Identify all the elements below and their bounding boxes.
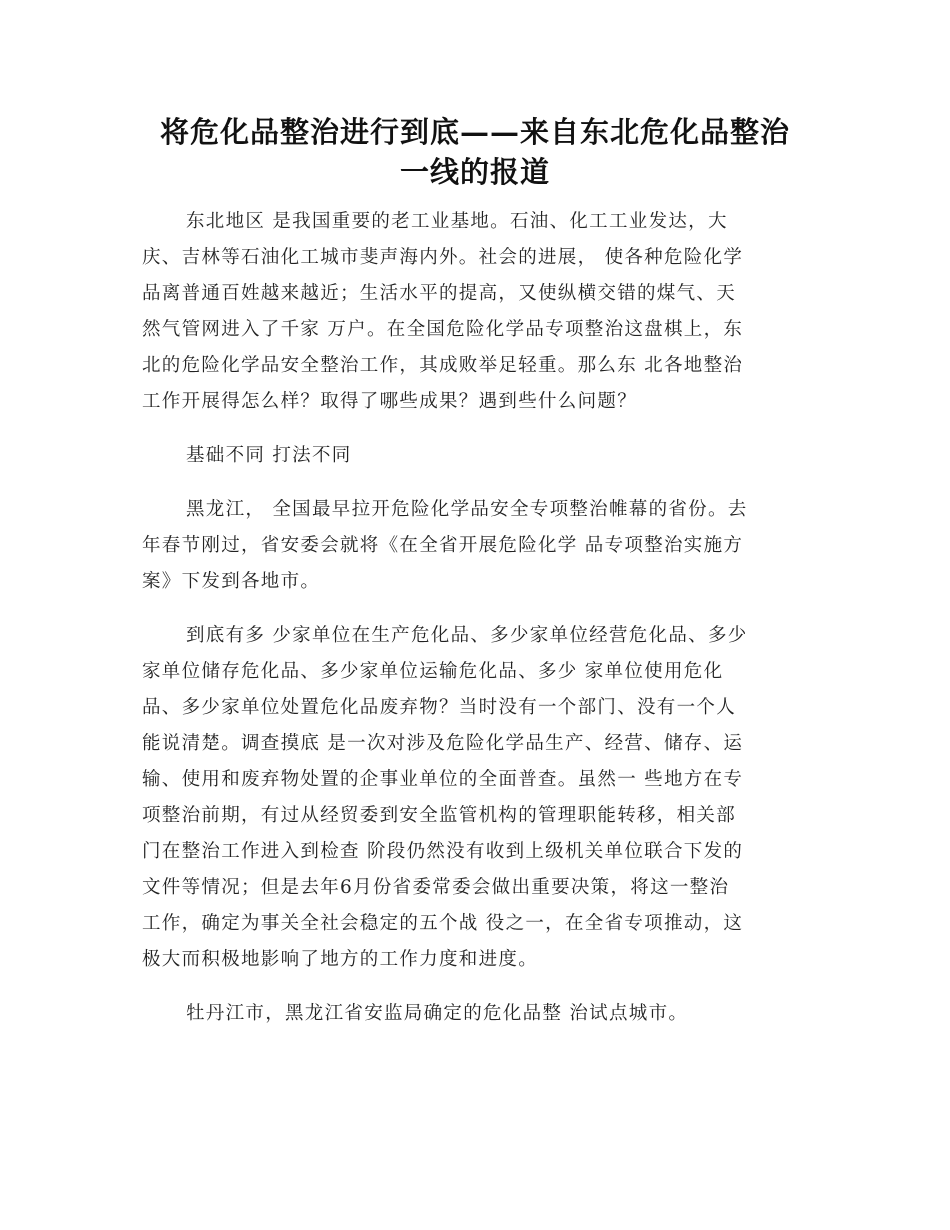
text-line: 然气管网进入了千家 万户。在全国危险化学品专项整治这盘棋上，东 [142,319,744,340]
text-line: 黑龙江， 全国最早拉开危险化学品安全专项整治帷幕的省份。去 [186,499,748,520]
title-line: 将危化品整治进行到底——来自东北危化品整治 [159,115,790,149]
text-line: 品、多少家单位处置危化品废弃物？当时没有一个部门、没有一个人 [142,697,737,718]
document-title [140,112,810,192]
text-line: 到底有多 少家单位在生产危化品、多少家单位经营危化品、多少 [186,625,748,646]
text-line: 工作，确定为事关全社会稳定的五个战 役之一，在全省专项推动，这 [142,913,744,934]
text-line: 东北地区 是我国重要的老工业基地。石油、化工工业发达，大 [186,211,728,232]
paragraph-survey [142,618,806,978]
paragraph-mudanjiang [142,996,806,1032]
section-heading [142,438,806,474]
title-line: 一线的报道 [399,155,550,189]
text-line: 庆、吉林等石油化工城市斐声海内外。社会的进展， 使各种危险化学 [142,247,744,268]
text-line: 输、使用和废弃物处置的企事业单位的全面普查。虽然一 些地方在专 [142,769,744,790]
text-line: 基础不同 打法不同 [186,445,352,466]
text-line: 极大而积极地影响了地方的工作力度和进度。 [142,949,539,970]
text-line: 家单位储存危化品、多少家单位运输危化品、多少 家单位使用危化 [142,661,724,682]
text-line: 北的危险化学品安全整治工作，其成败举足轻重。那么东 北各地整治 [142,355,744,376]
paragraph-heilongjiang [142,492,806,600]
text-line: 门在整治工作进入到检查 阶段仍然没有收到上级机关单位联合下发的 [142,841,744,862]
text-line: 能说清楚。调查摸底 是一次对涉及危险化学品生产、经营、储存、运 [142,733,744,754]
text-line: 品离普通百姓越来越近；生活水平的提高，又使纵横交错的煤气、天 [142,283,737,304]
text-line: 年春节刚过，省安委会就将《在全省开展危险化学 品专项整治实施方 [142,535,744,556]
text-line: 案》下发到各地市。 [142,571,321,592]
text-line: 牡丹江市，黑龙江省安监局确定的危化品整 治试点城市。 [186,1003,689,1024]
document-body [142,204,806,1050]
paragraph-intro [142,204,806,420]
text-line: 文件等情况；但是去年6月份省委常委会做出重要决策，将这一整治 [142,877,730,898]
text-line: 工作开展得怎么样？取得了哪些成果？遇到些什么问题？ [142,391,638,412]
text-line: 项整治前期，有过从经贸委到安全监管机构的管理职能转移，相关部 [142,805,737,826]
